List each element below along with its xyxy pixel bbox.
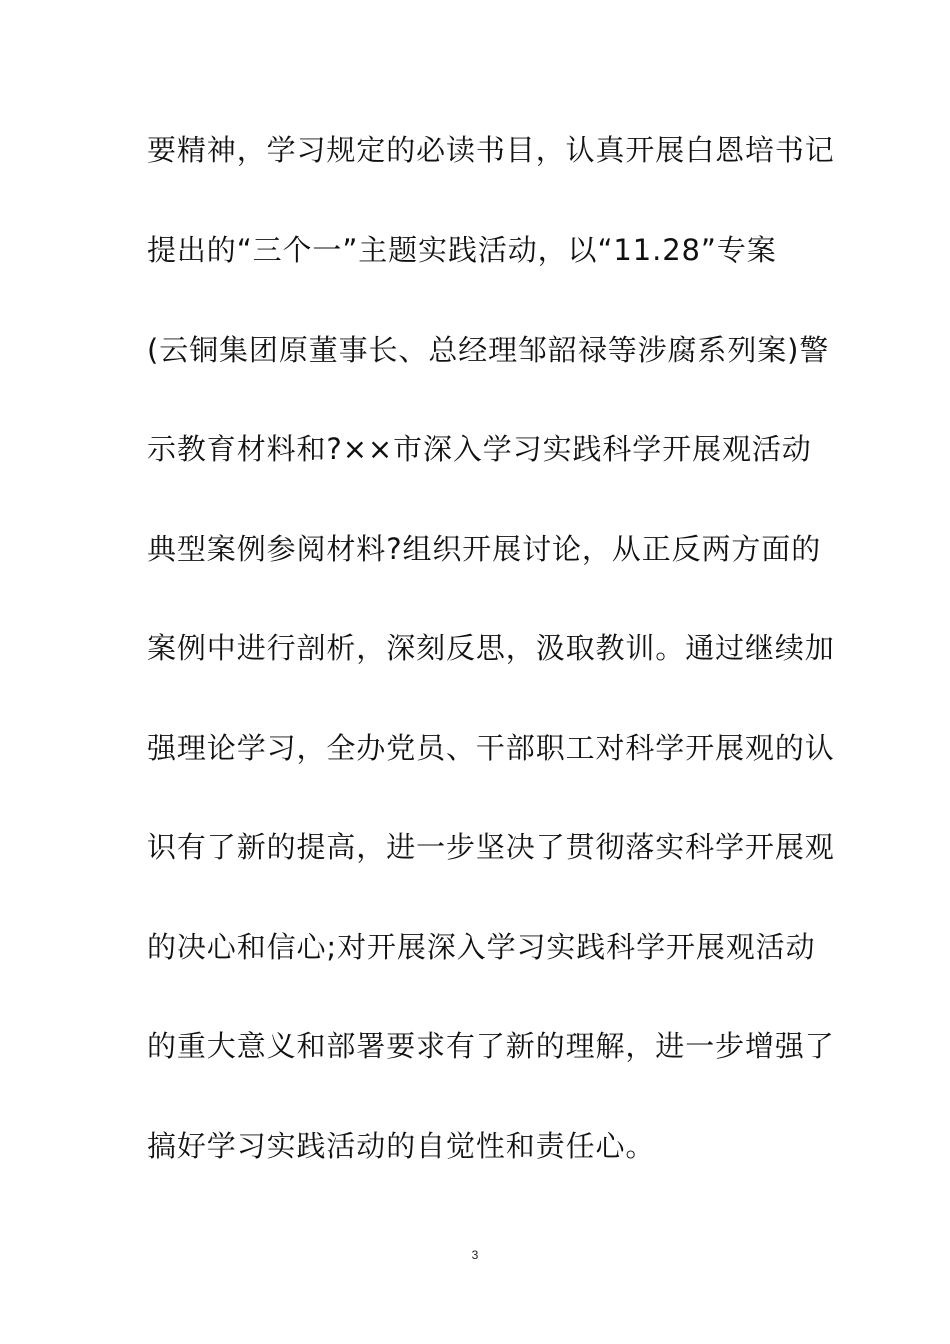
body-text-line: 示教育材料和?××市深入学习实践科学开展观活动	[147, 432, 812, 466]
body-text-line: 提出的“三个一”主题实践活动，以“11.28”专案	[147, 233, 777, 267]
body-text-line: 典型案例参阅材料?组织开展讨论，从正反两方面的	[147, 532, 822, 566]
body-text-line: 搞好学习实践活动的自觉性和责任心。	[147, 1129, 656, 1163]
body-text-line: (云铜集团原董事长、总经理邹韶禄等涉腐系列案)警	[147, 333, 830, 367]
body-text-line: 案例中进行剖析，深刻反思，汲取教训。通过继续加	[147, 631, 835, 665]
page-number: 3	[471, 1248, 479, 1262]
body-text-line: 要精神，学习规定的必读书目，认真开展白恩培书记	[147, 133, 835, 167]
body-text-line: 强理论学习，全办党员、干部职工对科学开展观的认	[147, 731, 835, 765]
body-text-line: 识有了新的提高，进一步坚决了贯彻落实科学开展观	[147, 830, 835, 864]
body-text-line: 的重大意义和部署要求有了新的理解，进一步增强了	[147, 1029, 835, 1063]
body-text-line: 的决心和信心;对开展深入学习实践科学开展观活动	[147, 930, 816, 964]
